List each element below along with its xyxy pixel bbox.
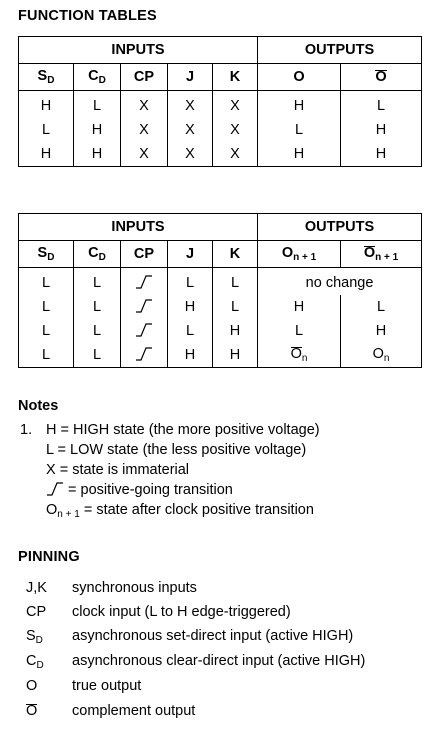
col-header-cp: CP [121, 64, 168, 91]
pin-symbol: O [26, 678, 38, 694]
table-cell: L [19, 343, 74, 368]
pin-row [0, 628, 420, 648]
table-cell: L [19, 268, 74, 296]
table-cell: L [74, 319, 121, 343]
table-cell: H [19, 142, 74, 167]
table-cell: H [258, 295, 341, 319]
inputs-group-header: INPUTS [19, 214, 258, 241]
table-row [19, 118, 422, 142]
col-header-o-n1: $O_{n + 1}$ [258, 241, 341, 268]
no-change-cell: no change [258, 268, 422, 296]
table-cell: L [74, 343, 121, 368]
outputs-group-header: OUTPUTS [258, 214, 422, 241]
table-cell: X [213, 118, 258, 142]
pin-description: complement output [72, 703, 196, 719]
rising-edge-icon [121, 295, 168, 319]
pin-row [0, 703, 420, 723]
table-cell: H [19, 91, 74, 119]
col-header-j: J [168, 64, 213, 91]
table-row [19, 343, 422, 368]
function-table-async [18, 36, 422, 167]
note-line: X = state is immaterial [46, 462, 190, 478]
table-cell-o-bar-n: $O_n$ [258, 343, 341, 368]
table-cell: H [168, 343, 213, 368]
table-cell-o-n: $O_n$ [341, 343, 422, 368]
table-cell: L [258, 319, 341, 343]
col-header-cd: $C_D$ [74, 241, 121, 268]
col-header-k: K [213, 241, 258, 268]
rising-edge-icon [121, 343, 168, 368]
note-number: 1. [20, 422, 33, 438]
table-row [19, 268, 422, 296]
col-header-j: J [168, 241, 213, 268]
table-cell: H [341, 319, 422, 343]
table-cell: L [341, 295, 422, 319]
col-header-o: O [258, 64, 341, 91]
pin-row [0, 653, 420, 673]
table-cell: H [213, 343, 258, 368]
table-cell: L [74, 268, 121, 296]
table-row [19, 91, 422, 119]
rising-edge-icon [46, 482, 64, 496]
note-line: $O_{n + 1}$ = state after clock positive transition [46, 502, 314, 520]
pin-description: synchronous inputs [72, 580, 197, 596]
table-cell: L [74, 91, 121, 119]
note-line: H = HIGH state (the more positive voltage) [46, 422, 320, 438]
table-cell: H [258, 142, 341, 167]
rising-edge-icon [121, 319, 168, 343]
pin-description: clock input (L to H edge-triggered) [72, 604, 291, 620]
table-cell: X [121, 91, 168, 119]
table-cell: L [19, 295, 74, 319]
col-header-sd: $S_D$ [19, 64, 74, 91]
table-cell: H [341, 118, 422, 142]
table-cell: X [121, 142, 168, 167]
table-cell: L [19, 319, 74, 343]
table-cell: L [19, 118, 74, 142]
pin-symbol: J,K [26, 580, 47, 596]
table-cell: X [213, 91, 258, 119]
table-cell: L [258, 118, 341, 142]
table-cell: L [168, 268, 213, 296]
pin-row [0, 580, 420, 600]
table-cell: X [121, 118, 168, 142]
outputs-group-header: OUTPUTS [258, 37, 422, 64]
col-header-cd: $C_D$ [74, 64, 121, 91]
pin-symbol: CP [26, 604, 47, 620]
table-cell: L [168, 319, 213, 343]
function-table-sync [18, 213, 422, 368]
table-cell: H [213, 319, 258, 343]
col-header-k: K [213, 64, 258, 91]
pin-description: asynchronous set-direct input (active HIGH) [72, 628, 354, 644]
table-cell: X [168, 91, 213, 119]
col-header-sd: $S_D$ [19, 241, 74, 268]
table-cell: H [341, 142, 422, 167]
table-cell: L [213, 268, 258, 296]
pin-row [0, 604, 420, 624]
table-cell: L [341, 91, 422, 119]
col-header-o-bar: O [341, 64, 422, 91]
pin-symbol: O [26, 703, 38, 719]
table-cell: X [168, 118, 213, 142]
function-tables-heading: FUNCTION TABLES [18, 8, 157, 24]
note-line: = positive-going transition [46, 482, 233, 498]
col-header-cp: CP [121, 241, 168, 268]
table-cell: L [74, 295, 121, 319]
pinning-heading: PINNING [18, 549, 80, 565]
pin-row [0, 678, 420, 698]
table-cell: H [258, 91, 341, 119]
table-cell: H [74, 142, 121, 167]
table-row [19, 319, 422, 343]
table-row [19, 295, 422, 319]
col-header-o-bar-n1: $O_{n + 1}$ [341, 241, 422, 268]
pin-symbol: $S_D$ [26, 628, 43, 646]
table-row [19, 142, 422, 167]
table-cell: H [74, 118, 121, 142]
pin-description: true output [72, 678, 142, 694]
table-cell: X [168, 142, 213, 167]
inputs-group-header: INPUTS [19, 37, 258, 64]
pin-symbol: $C_D$ [26, 653, 44, 671]
pin-description: asynchronous clear-direct input (active HIGH) [72, 653, 366, 669]
notes-title: Notes [18, 398, 59, 414]
table-cell: H [168, 295, 213, 319]
note-line: L = LOW state (the less positive voltage) [46, 442, 307, 458]
rising-edge-icon [121, 268, 168, 296]
table-cell: L [213, 295, 258, 319]
notes-section [18, 398, 320, 520]
table-cell: X [213, 142, 258, 167]
